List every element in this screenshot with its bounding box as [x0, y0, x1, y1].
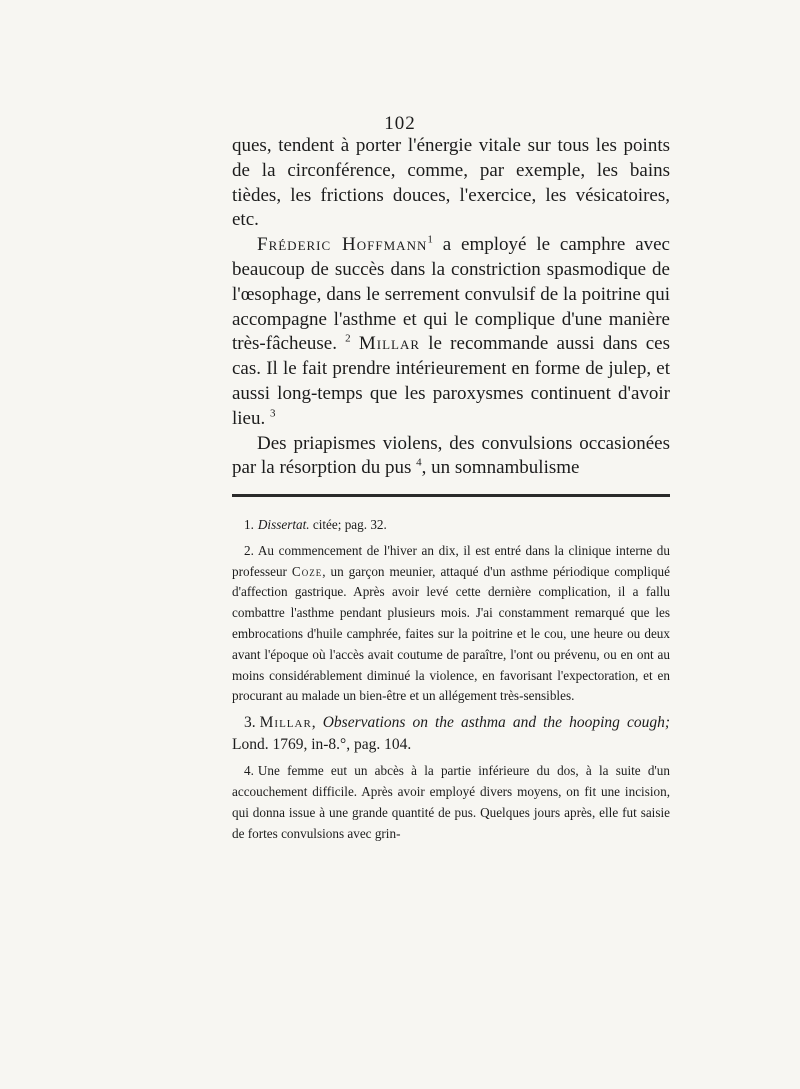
footnote-4 — [232, 761, 670, 844]
author-hoffmann: Fréderic Hoffmann — [257, 234, 428, 256]
paragraph-3-text-a: Des priapismes violens, des convulsions occasionées par la résorption du pus — [232, 432, 670, 479]
paragraph-1-text: ques, tendent à porter l'énergie vitale sur tous les points de la circonférence, comme, par exemple, les bains tièdes, les frictions douces, l'exercice, les vésicatoires, etc. — [232, 135, 670, 231]
page-number: 102 — [384, 113, 416, 134]
footnote-2-name: Coze — [291, 563, 323, 579]
footnote-2 — [232, 541, 670, 707]
paragraph-1 — [232, 134, 670, 233]
footnote-3-name: Millar — [259, 714, 312, 732]
author-millar: Millar — [358, 333, 421, 355]
footnote-3 — [232, 712, 670, 756]
footnote-4-number: 4. — [244, 763, 254, 779]
paragraph-2 — [232, 233, 670, 431]
main-text — [232, 134, 670, 481]
footnotes — [232, 515, 670, 849]
paragraph-2-text-a: a employé le camphre avec beaucoup de succès dans la constriction spasmodique de l'œsophage, dans le serrement convulsif de la poitrine qui accompagne l'asthme et qui le complique d'une manière très-fâcheuse. — [232, 234, 670, 355]
footnote-ref-1: 1 — [427, 233, 433, 246]
footnote-3-italic: Observations on the asthma and the hooping cough; — [322, 714, 671, 732]
footnote-1 — [232, 515, 670, 536]
footnote-ref-4: 4 — [416, 457, 422, 470]
footnote-ref-3: 3 — [270, 407, 276, 420]
footnote-4-text: Une femme eut un abcès à la partie inférieure du dos, à la suite d'un accouchement difficile. Après avoir employé divers moyens, on fit une incision, qui donna issue à une grande quantité de pus. Quelques jours après, elle fut saisie de fortes convulsions avec grin- — [232, 763, 670, 841]
paragraph-3-text-b: , un somnambulisme — [421, 457, 580, 479]
footnote-2-text-a: Au commencement de l'hiver an dix, il est entré dans la clinique interne du professeur — [232, 542, 670, 579]
footnote-3-number: 3. — [244, 714, 256, 732]
footnote-ref-2: 2 — [345, 333, 351, 346]
footnote-1-text: citée; pag. 32. — [309, 517, 387, 532]
footnote-3-separator: , — [311, 714, 323, 732]
footnote-3-text: Lond. 1769, in-8.°, pag. 104. — [232, 736, 412, 754]
footnote-2-number: 2. — [244, 542, 254, 558]
paragraph-3 — [232, 432, 670, 482]
paragraph-2-text-b: le recommande aussi dans ces cas. Il le fait prendre intérieurement en forme de julep, et aussi long-temps que les paroxysmes continuent d'avoir lieu. — [232, 333, 671, 429]
footnote-1-number: 1. — [244, 517, 254, 532]
footnote-1-italic: Dissertat. — [257, 517, 310, 532]
footnote-2-text-b: , un garçon meunier, attaqué d'un asthme périodique compliqué d'affection gastrique. Après avoir levé cette dernière complication, il a fallu combattre l'asthme pendant plusieurs mois. J'ai constamment remarqué que les embrocations d'huile camphrée, faites sur la poitrine et le cou, une heure ou deux avant l'époque où l'accès avait coutume de paraître, l'ont ou prévenu, ou en ont au moins considérablement diminué la violence, en favorisant l'expectoration, et en procurant au malade un bien-être et un allégement très-sensibles. — [232, 563, 670, 704]
footnote-separator-rule — [232, 494, 670, 497]
